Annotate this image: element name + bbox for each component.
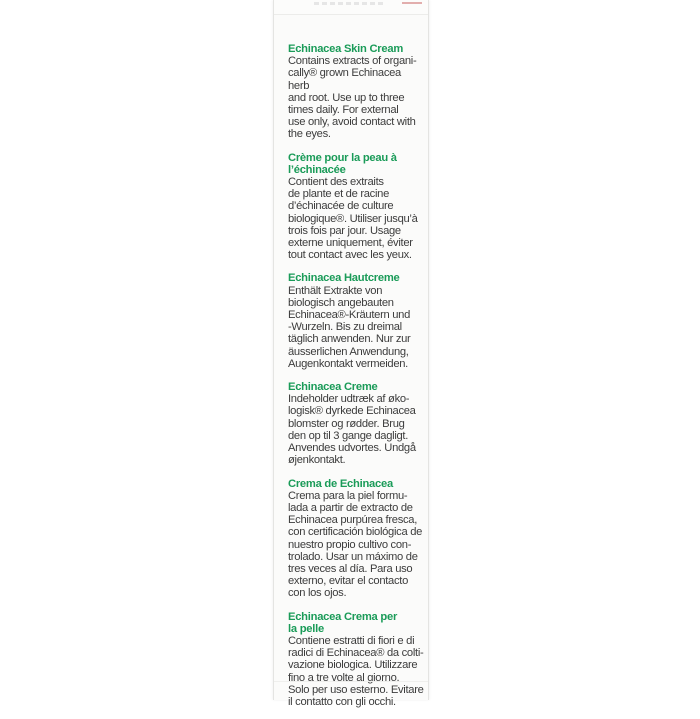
section-heading: Echinacea Crema per la pelle [288, 610, 398, 635]
section-heading: Echinacea Skin Cream [288, 43, 404, 55]
section-french [288, 152, 424, 262]
section-heading: Crème pour la peau à l’échinacée [288, 151, 397, 176]
section-body: Contient des extraits de plante et de racine d’échinacée de culture biologique®. Utiliser jusqu’à trois fois par jour. Usage externe uniquement, éviter tout contact avec les yeux. [288, 176, 418, 262]
box-bottom-edge [274, 681, 428, 700]
section-body: Crema para la piel formu- lada a partir de extracto de Echinacea purpúrea fresca, con certificación biológica de nuestro propio cultivo con- trolado. Usar un máximo de tres veces al día. Para uso externo, evitar el contacto con los ojos. [288, 489, 423, 600]
section-heading: Echinacea Creme [288, 381, 378, 394]
section-danish [288, 381, 424, 466]
section-body: Contains extracts of organi- cally® grown Echinacea herb and root. Use up to three times daily. For external use only, avoid contact with the eyes. [288, 55, 417, 141]
section-german [288, 272, 424, 370]
section-english [288, 43, 424, 141]
section-body: Contiene estratti di fiori e di radici di Echinacea® da colti- vazione biologica. Utilizzare fino a tre volte al giorno. Solo per uso esterno. Evitare il contatto con gli occhi. [288, 634, 424, 708]
product-box-side-panel [273, 0, 429, 708]
section-body: Indeholder udtræk af øko- logisk® dyrkede Echinacea blomster og rødder. Brug den op til 3 gange dagligt. Anvendes udvortes. Undgå øjenkontakt. [288, 393, 416, 467]
flap-red-stripe [402, 2, 422, 4]
flap-faint-print [314, 2, 384, 5]
box-top-flap [274, 0, 428, 15]
label-text-content [288, 43, 424, 719]
section-spanish [288, 478, 424, 600]
section-heading: Crema de Echinacea [288, 477, 393, 490]
section-body: Enthält Extrakte von biologisch angebauten Echinacea®-Kräutern und -Wurzeln. Bis zu dreimal täglich anwenden. Nur zur äusserlichen Anwendung, Augenkontakt vermeiden. [288, 284, 411, 370]
section-heading: Echinacea Hautcreme [288, 272, 400, 285]
